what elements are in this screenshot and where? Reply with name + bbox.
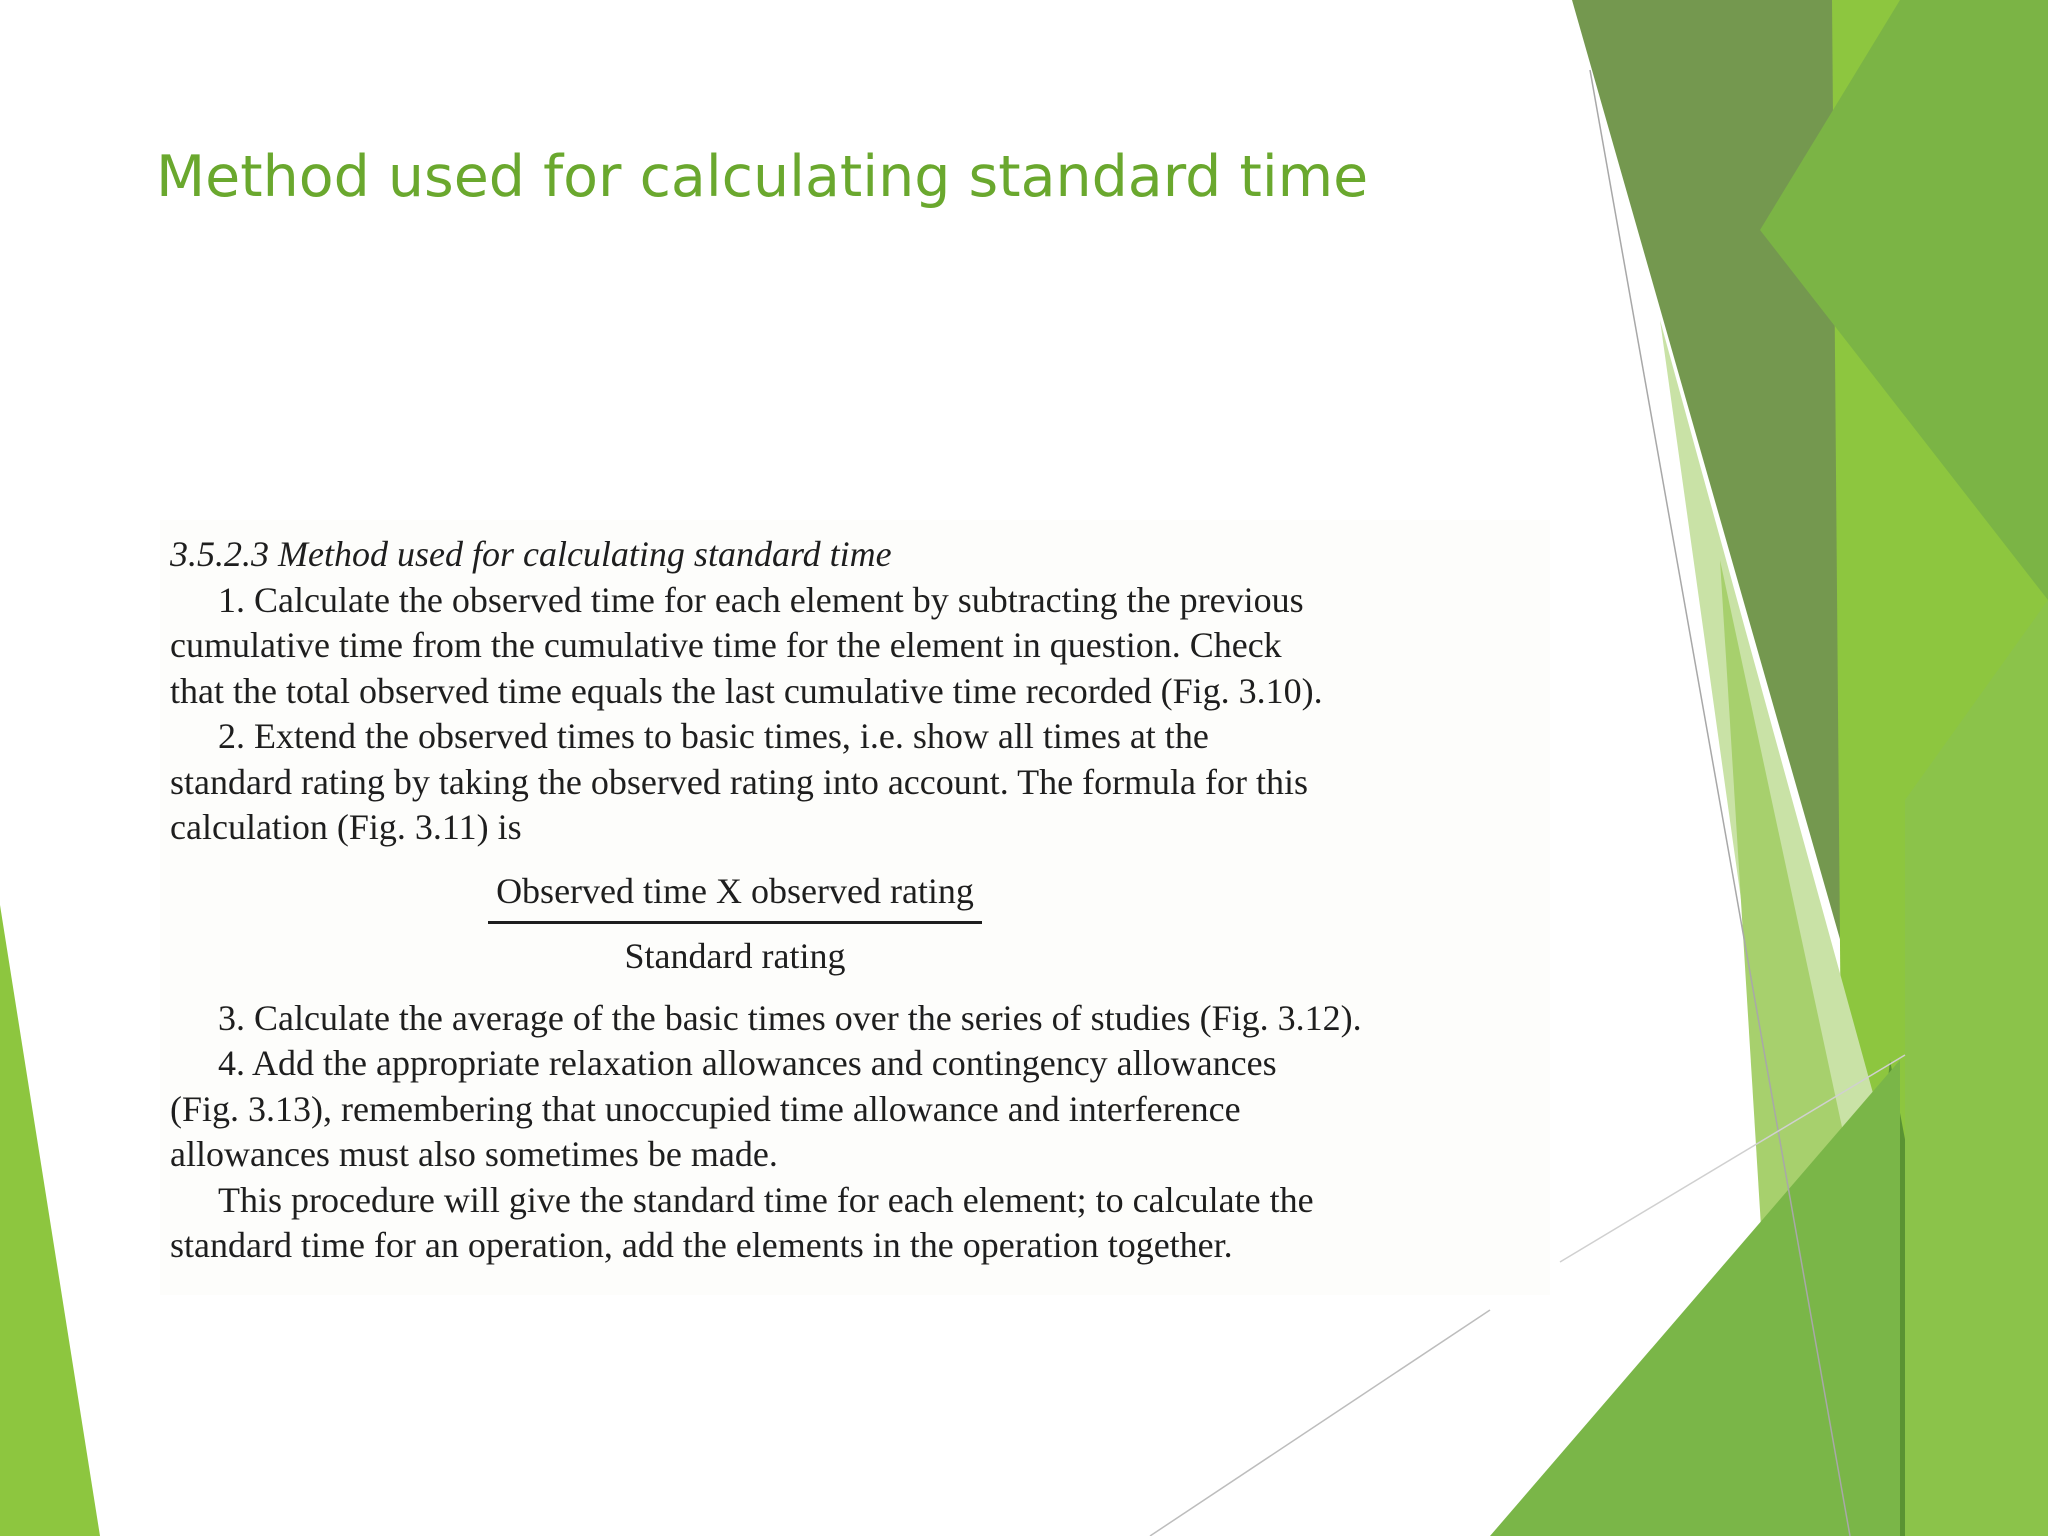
excerpt-line: 2. Extend the observed times to basic times, i.e. show all times at the [218, 716, 1209, 756]
formula-denominator: Standard rating [624, 935, 846, 976]
excerpt-line: 3. Calculate the average of the basic times over the series of studies (Fig. 3.12). [218, 997, 1362, 1038]
thin-diagonal-line [1150, 1310, 1490, 1536]
scanned-excerpt [170, 532, 1550, 1269]
excerpt-line: (Fig. 3.13), remembering that unoccupied time allowance and interference [170, 1088, 1241, 1129]
excerpt-line: 1. Calculate the observed time for each element by subtracting the previous [218, 579, 1304, 620]
excerpt-line: standard time for an operation, add the elements in the operation together. [170, 1225, 1233, 1265]
excerpt-heading: 3.5.2.3 Method used for calculating standard time [170, 534, 892, 574]
excerpt-line: allowances must also sometimes be made. [170, 1134, 778, 1174]
excerpt-line: This procedure will give the standard time for each element; to calculate the [218, 1179, 1314, 1220]
excerpt-line: 4. Add the appropriate relaxation allowances and contingency allowances [218, 1043, 1277, 1083]
excerpt-line: standard rating by taking the observed rating into account. The formula for this [170, 761, 1309, 802]
formula-numerator: Observed time X observed rating [488, 869, 982, 924]
excerpt-line: calculation (Fig. 3.11) is [170, 807, 522, 847]
excerpt-line: cumulative time from the cumulative time for the element in question. Check [170, 625, 1282, 665]
slide-title: Method used for calculating standard time [156, 144, 1369, 210]
bottom-green-triangle [1490, 1060, 1900, 1536]
left-green-wedge [0, 905, 100, 1536]
formula [170, 869, 1300, 982]
excerpt-line: that the total observed time equals the last cumulative time recorded (Fig. 3.10). [170, 670, 1323, 711]
